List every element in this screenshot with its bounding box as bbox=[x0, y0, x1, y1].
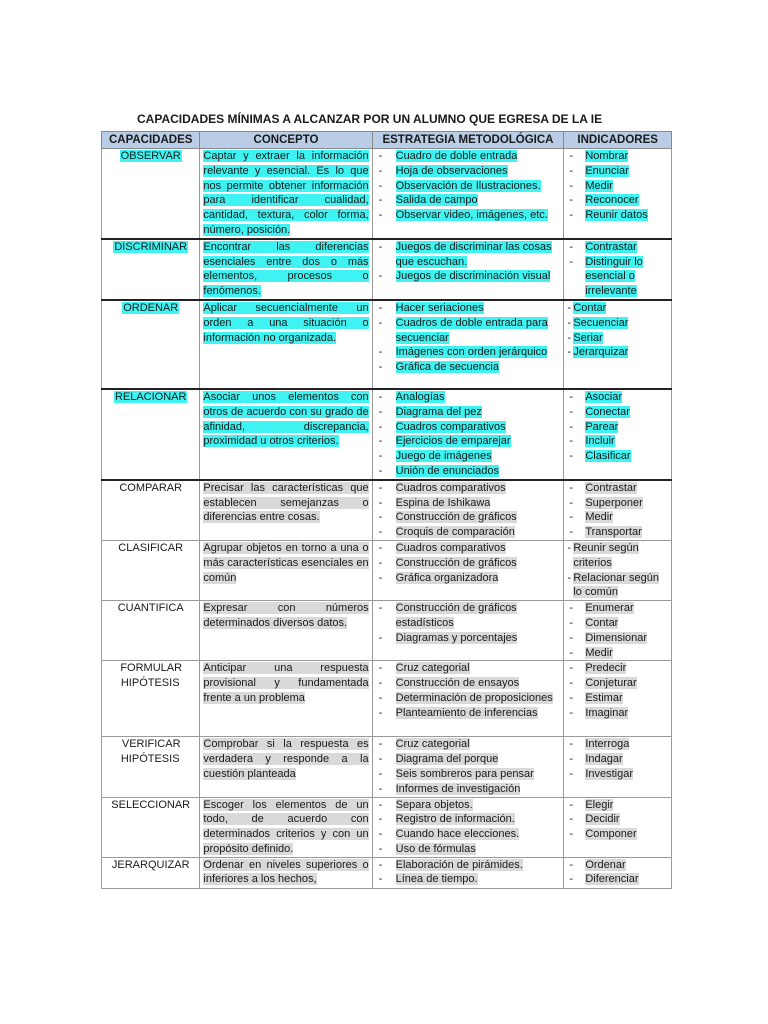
indicador-item: - Seriar bbox=[567, 331, 668, 346]
estrategia-item: - Cuadros comparativos bbox=[376, 481, 561, 496]
estrategia-cell bbox=[372, 601, 564, 661]
estrategia-item: - Croquis de comparación bbox=[376, 525, 561, 540]
capacidad-cell bbox=[102, 857, 200, 888]
estrategia-item: - Gráfica organizadora bbox=[376, 571, 561, 586]
estrategia-cell bbox=[372, 857, 564, 888]
indicador-item: - Relacionar según lo común bbox=[567, 571, 668, 601]
table-row bbox=[102, 149, 672, 239]
concepto-cell bbox=[200, 149, 372, 239]
estrategia-item: - Observar video, imágenes, etc. bbox=[376, 208, 561, 223]
table-row bbox=[102, 857, 672, 888]
indicador-item: - Elegir bbox=[567, 798, 668, 813]
concepto-cell bbox=[200, 480, 372, 541]
indicador-item: - Incluir bbox=[567, 434, 668, 449]
indicador-item: - Enunciar bbox=[567, 164, 668, 179]
estrategia-item: - Separa objetos. bbox=[376, 798, 561, 813]
estrategia-item: - Cuadro de doble entrada bbox=[376, 149, 561, 164]
concepto-cell bbox=[200, 797, 372, 857]
concepto-cell bbox=[200, 601, 372, 661]
capacidad-label: CUANTIFICA bbox=[117, 602, 184, 615]
estrategia-item: - Diagrama del pez bbox=[376, 405, 561, 420]
indicadores-cell bbox=[564, 540, 672, 600]
indicador-item: - Imaginar bbox=[567, 706, 668, 721]
concepto-cell bbox=[200, 857, 372, 888]
capacidad-cell bbox=[102, 480, 200, 541]
estrategia-item: - Construcción de gráficos estadísticos bbox=[376, 601, 561, 631]
capacidad-label: CLASIFICAR bbox=[118, 541, 184, 554]
capacidad-label: COMPARAR bbox=[119, 481, 183, 494]
estrategia-item: - Construcción de ensayos bbox=[376, 676, 561, 691]
capacidad-label: VERIFICAR HIPÓTESIS bbox=[120, 738, 181, 766]
concepto-text: Captar y extraer la información relevante y esencial. Es lo que nos permite obtener información para identificar cualidad, cantidad, textura, color forma, número, posición. bbox=[203, 150, 369, 236]
estrategia-cell bbox=[372, 797, 564, 857]
estrategia-item: - Espina de Ishikawa bbox=[376, 496, 561, 511]
indicador-item: - Estimar bbox=[567, 691, 668, 706]
indicador-item: - Superponer bbox=[567, 496, 668, 511]
indicador-item: - Ordenar bbox=[567, 858, 668, 873]
indicador-item: - Clasificar bbox=[567, 449, 668, 464]
estrategia-cell bbox=[372, 540, 564, 600]
indicador-item: - Parear bbox=[567, 420, 668, 435]
concepto-text: Comprobar si la respuesta es verdadera y responde a la cuestión planteada bbox=[203, 738, 369, 780]
estrategia-cell bbox=[372, 737, 564, 797]
indicadores-cell bbox=[564, 661, 672, 737]
estrategia-item: - Planteamiento de inferencias bbox=[376, 706, 561, 721]
indicador-item: - Contrastar bbox=[567, 481, 668, 496]
header-capacidades: CAPACIDADES bbox=[102, 132, 200, 149]
indicador-item: - Predecir bbox=[567, 661, 668, 676]
concepto-cell bbox=[200, 239, 372, 300]
estrategia-item: - Hoja de observaciones bbox=[376, 164, 561, 179]
capacidad-cell bbox=[102, 389, 200, 480]
indicador-item: - Secuenciar bbox=[567, 316, 668, 331]
capacidad-cell bbox=[102, 661, 200, 737]
estrategia-item: - Observación de Ilustraciones. bbox=[376, 179, 561, 194]
concepto-text: Anticipar una respuesta provisional y fundamentada frente a un problema bbox=[203, 662, 369, 704]
indicador-item: - Distinguir lo esencial o irrelevante bbox=[567, 255, 668, 299]
indicadores-cell bbox=[564, 601, 672, 661]
table-row bbox=[102, 661, 672, 737]
estrategia-item: - Línea de tiempo. bbox=[376, 872, 561, 887]
table-row bbox=[102, 737, 672, 797]
table-row bbox=[102, 797, 672, 857]
concepto-cell bbox=[200, 300, 372, 389]
table-row bbox=[102, 601, 672, 661]
table-row bbox=[102, 389, 672, 480]
estrategia-item: - Salida de campo bbox=[376, 193, 561, 208]
estrategia-item: - Determinación de proposiciones bbox=[376, 691, 561, 706]
estrategia-item: - Cruz categorial bbox=[376, 737, 561, 752]
indicador-item: - Conjeturar bbox=[567, 676, 668, 691]
concepto-cell bbox=[200, 661, 372, 737]
estrategia-item: - Gráfica de secuencia bbox=[376, 360, 561, 375]
capacidad-label: FORMULAR HIPÓTESIS bbox=[120, 662, 183, 690]
estrategia-item: - Cuadros comparativos bbox=[376, 420, 561, 435]
capacidades-table bbox=[101, 131, 672, 889]
indicador-item: - Medir bbox=[567, 510, 668, 525]
indicador-item: - Medir bbox=[567, 179, 668, 194]
estrategia-item: - Juego de imágenes bbox=[376, 449, 561, 464]
estrategia-item: - Diagramas y porcentajes bbox=[376, 631, 561, 646]
indicador-item: - Reconocer bbox=[567, 193, 668, 208]
indicador-item: - Decidir bbox=[567, 812, 668, 827]
estrategia-item: - Juegos de discriminación visual bbox=[376, 269, 561, 284]
capacidad-cell bbox=[102, 737, 200, 797]
estrategia-item: - Analogías bbox=[376, 390, 561, 405]
estrategia-item: - Imágenes con orden jerárquico bbox=[376, 345, 561, 360]
estrategia-cell bbox=[372, 239, 564, 300]
table-row bbox=[102, 480, 672, 541]
indicador-item: - Asociar bbox=[567, 390, 668, 405]
estrategia-cell bbox=[372, 149, 564, 239]
concepto-text: Aplicar secuencialmente un orden a una situación o información no organizada. bbox=[203, 301, 369, 344]
document-title: CAPACIDADES MÍNIMAS A ALCANZAR POR UN ALUMNO QUE EGRESA DE LA IE bbox=[137, 112, 603, 126]
indicador-item: - Diferenciar bbox=[567, 872, 668, 887]
indicador-item: - Nombrar bbox=[567, 149, 668, 164]
estrategia-item: - Ejercicios de emparejar bbox=[376, 434, 561, 449]
table-row bbox=[102, 300, 672, 389]
capacidad-cell bbox=[102, 239, 200, 300]
estrategia-item: - Cuadros comparativos bbox=[376, 541, 561, 556]
concepto-text: Ordenar en niveles superiores o inferiores a los hechos, bbox=[203, 858, 369, 886]
estrategia-item: - Diagrama del porque bbox=[376, 752, 561, 767]
estrategia-item: - Cuadros de doble entrada para secuenciar bbox=[376, 316, 561, 346]
estrategia-item: - Construcción de gráficos bbox=[376, 510, 561, 525]
indicador-item: - Medir bbox=[567, 646, 668, 661]
indicadores-cell bbox=[564, 797, 672, 857]
indicadores-cell bbox=[564, 737, 672, 797]
capacidad-cell bbox=[102, 601, 200, 661]
capacidad-label: OBSERVAR bbox=[120, 150, 181, 162]
estrategia-item: - Seis sombreros para pensar bbox=[376, 767, 561, 782]
estrategia-item: - Juegos de discriminar las cosas que escuchan. bbox=[376, 240, 561, 270]
indicadores-cell bbox=[564, 389, 672, 480]
estrategia-item: - Cuando hace elecciones. bbox=[376, 827, 561, 842]
header-concepto: CONCEPTO bbox=[200, 132, 372, 149]
concepto-text: Escoger los elementos de un todo, de acuerdo con determinados criterios y con un propósito definido. bbox=[203, 798, 369, 855]
indicador-item: - Dimensionar bbox=[567, 631, 668, 646]
header-estrategia: ESTRATEGIA METODOLÓGICA bbox=[372, 132, 564, 149]
capacidad-label: DISCRIMINAR bbox=[114, 240, 188, 253]
estrategia-item: - Uso de fórmulas bbox=[376, 842, 561, 857]
indicadores-cell bbox=[564, 300, 672, 389]
concepto-text: Agrupar objetos en torno a una o más características esenciales en común bbox=[203, 541, 369, 584]
indicador-item: - Transportar bbox=[567, 525, 668, 540]
indicador-item: - Componer bbox=[567, 827, 668, 842]
table-header-row bbox=[102, 132, 672, 149]
capacidad-cell bbox=[102, 540, 200, 600]
concepto-text: Asociar unos elementos con otros de acuerdo con su grado de afinidad, discrepancia, proximidad u otros criterios. bbox=[203, 390, 369, 448]
table-row bbox=[102, 540, 672, 600]
indicador-item: - Conectar bbox=[567, 405, 668, 420]
indicadores-cell bbox=[564, 239, 672, 300]
capacidad-label: ORDENAR bbox=[123, 301, 179, 314]
estrategia-cell bbox=[372, 389, 564, 480]
indicador-item: - Enumerar bbox=[567, 601, 668, 616]
indicador-item: - Contar bbox=[567, 301, 668, 316]
indicador-item: - Contrastar bbox=[567, 240, 668, 255]
indicador-item: - Contar bbox=[567, 616, 668, 631]
estrategia-cell bbox=[372, 661, 564, 737]
capacidad-label: RELACIONAR bbox=[114, 390, 187, 403]
estrategia-item: - Hacer seriaciones bbox=[376, 301, 561, 316]
estrategia-item: - Elaboración de pirámides. bbox=[376, 858, 561, 873]
indicador-item: - Indagar bbox=[567, 752, 668, 767]
estrategia-item: - Cruz categorial bbox=[376, 661, 561, 676]
capacidad-cell bbox=[102, 797, 200, 857]
indicadores-cell bbox=[564, 480, 672, 541]
capacidad-cell bbox=[102, 149, 200, 239]
capacidad-label: SELECCIONAR bbox=[111, 798, 191, 811]
capacidad-cell bbox=[102, 300, 200, 389]
concepto-cell bbox=[200, 737, 372, 797]
estrategia-item: - Informes de investigación bbox=[376, 782, 561, 797]
header-indicadores: INDICADORES bbox=[564, 132, 672, 149]
indicador-item: - Reunir según criterios bbox=[567, 541, 668, 571]
capacidad-label: JERARQUIZAR bbox=[111, 858, 190, 871]
estrategia-item: - Registro de información. bbox=[376, 812, 561, 827]
estrategia-item: - Unión de enunciados bbox=[376, 464, 561, 479]
estrategia-item: - Construcción de gráficos bbox=[376, 556, 561, 571]
estrategia-cell bbox=[372, 480, 564, 541]
indicadores-cell bbox=[564, 857, 672, 888]
indicador-item: - Investigar bbox=[567, 767, 668, 782]
indicadores-cell bbox=[564, 149, 672, 239]
estrategia-cell bbox=[372, 300, 564, 389]
table-row bbox=[102, 239, 672, 300]
indicador-item: - Reunir datos bbox=[567, 208, 668, 223]
concepto-text: Expresar con números determinados diversos datos. bbox=[203, 602, 369, 629]
concepto-cell bbox=[200, 540, 372, 600]
indicador-item: - Interroga bbox=[567, 737, 668, 752]
indicador-item: - Jerarquizar bbox=[567, 345, 668, 360]
concepto-cell bbox=[200, 389, 372, 480]
concepto-text: Precisar las características que establecen semejanzas o diferencias entre cosas. bbox=[203, 481, 369, 524]
concepto-text: Encontrar las diferencias esenciales entre dos o más elementos, procesos o fenómenos. bbox=[203, 240, 369, 298]
